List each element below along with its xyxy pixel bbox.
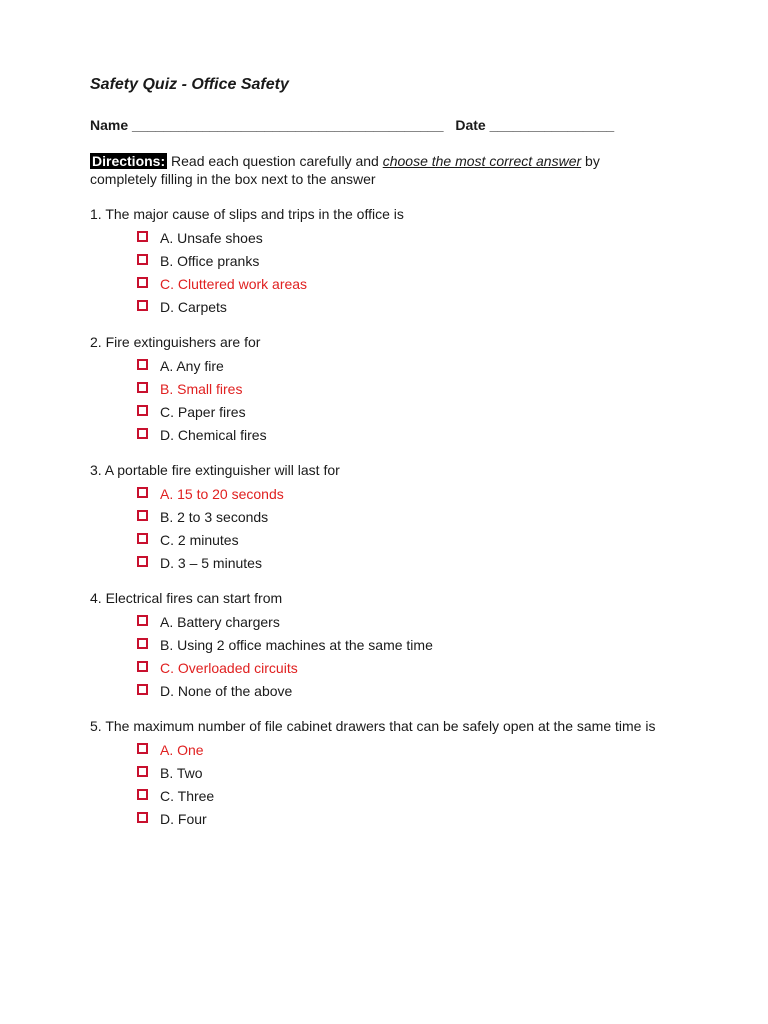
name-label: Name [90,117,129,133]
answer-option-label: A. Unsafe shoes [160,230,263,246]
checkbox-icon[interactable] [137,556,148,567]
answer-option-label: D. 3 – 5 minutes [160,555,262,571]
checkbox-icon[interactable] [137,254,148,265]
answer-option-label: D. None of the above [160,683,293,699]
answer-option-label: B. Small fires [160,381,243,397]
checkbox-icon[interactable] [137,359,148,370]
question-1 [90,205,690,319]
checkbox-icon[interactable] [137,743,148,754]
answer-option[interactable] [90,227,690,250]
checkbox-icon[interactable] [137,231,148,242]
question-4 [90,589,690,703]
answer-option[interactable] [90,355,690,378]
answer-option[interactable] [90,680,690,703]
checkbox-icon[interactable] [137,300,148,311]
date-field[interactable]: ________________ [489,117,615,133]
answer-option-label: D. Four [160,811,207,827]
answer-option-label: B. Office pranks [160,253,260,269]
checkbox-icon[interactable] [137,812,148,823]
checkbox-icon[interactable] [137,661,148,672]
checkbox-icon[interactable] [137,766,148,777]
answer-option[interactable] [90,808,690,831]
answer-option[interactable] [90,506,690,529]
answer-option[interactable] [90,401,690,424]
answer-option[interactable] [90,785,690,808]
answer-option-label: A. Any fire [160,358,224,374]
checkbox-icon[interactable] [137,428,148,439]
directions-emphasis: choose the most correct answer [382,153,582,169]
answer-option-label: A. Battery chargers [160,614,280,630]
question-2 [90,333,690,447]
checkbox-icon[interactable] [137,405,148,416]
answer-option[interactable] [90,552,690,575]
quiz-page [90,74,690,845]
checkbox-icon[interactable] [137,382,148,393]
answer-option-label: C. Overloaded circuits [160,660,298,676]
answer-option[interactable] [90,657,690,680]
answer-option[interactable] [90,296,690,319]
answer-option[interactable] [90,250,690,273]
question-5 [90,717,690,831]
checkbox-icon[interactable] [137,684,148,695]
quiz-title: Safety Quiz - Office Safety [90,76,289,93]
answer-option-label: A. One [160,742,204,758]
checkbox-icon[interactable] [137,533,148,544]
question-list [90,205,690,831]
answer-option[interactable] [90,378,690,401]
answer-option-label: A. 15 to 20 seconds [160,486,284,502]
directions-text-after: by completely filling in the box next to the answer [90,153,600,187]
directions-label: Directions: [92,153,166,169]
answer-option[interactable] [90,483,690,506]
checkbox-icon[interactable] [137,487,148,498]
answer-option[interactable] [90,529,690,552]
checkbox-icon[interactable] [137,615,148,626]
date-label: Date [455,117,486,133]
answer-option-label: B. 2 to 3 seconds [160,509,269,525]
answer-option[interactable] [90,762,690,785]
checkbox-icon[interactable] [137,510,148,521]
answer-option[interactable] [90,739,690,762]
question-text: 3. A portable fire extinguisher will last for [90,462,340,478]
answer-option-label: C. Three [160,788,215,804]
answer-option-label: B. Using 2 office machines at the same time [160,637,433,653]
checkbox-icon[interactable] [137,277,148,288]
answer-option-label: C. Cluttered work areas [160,276,308,292]
answer-option-label: C. 2 minutes [160,532,239,548]
question-text: 2. Fire extinguishers are for [90,334,261,350]
answer-option-label: C. Paper fires [160,404,246,420]
question-3 [90,461,690,575]
question-text: 4. Electrical fires can start from [90,590,283,606]
answer-option[interactable] [90,273,690,296]
answer-option[interactable] [90,424,690,447]
directions [90,152,650,188]
answer-option-label: D. Carpets [160,299,227,315]
answer-option[interactable] [90,611,690,634]
checkbox-icon[interactable] [137,789,148,800]
name-field[interactable]: ________________________________________ [132,117,444,133]
checkbox-icon[interactable] [137,638,148,649]
directions-text-before: Read each question carefully and [167,153,383,169]
question-text: 1. The major cause of slips and trips in the office is [90,206,404,222]
answer-option-label: B. Two [160,765,203,781]
answer-option[interactable] [90,634,690,657]
answer-option-label: D. Chemical fires [160,427,267,443]
name-date-line [90,116,690,134]
question-text: 5. The maximum number of file cabinet drawers that can be safely open at the same time is [90,718,656,734]
